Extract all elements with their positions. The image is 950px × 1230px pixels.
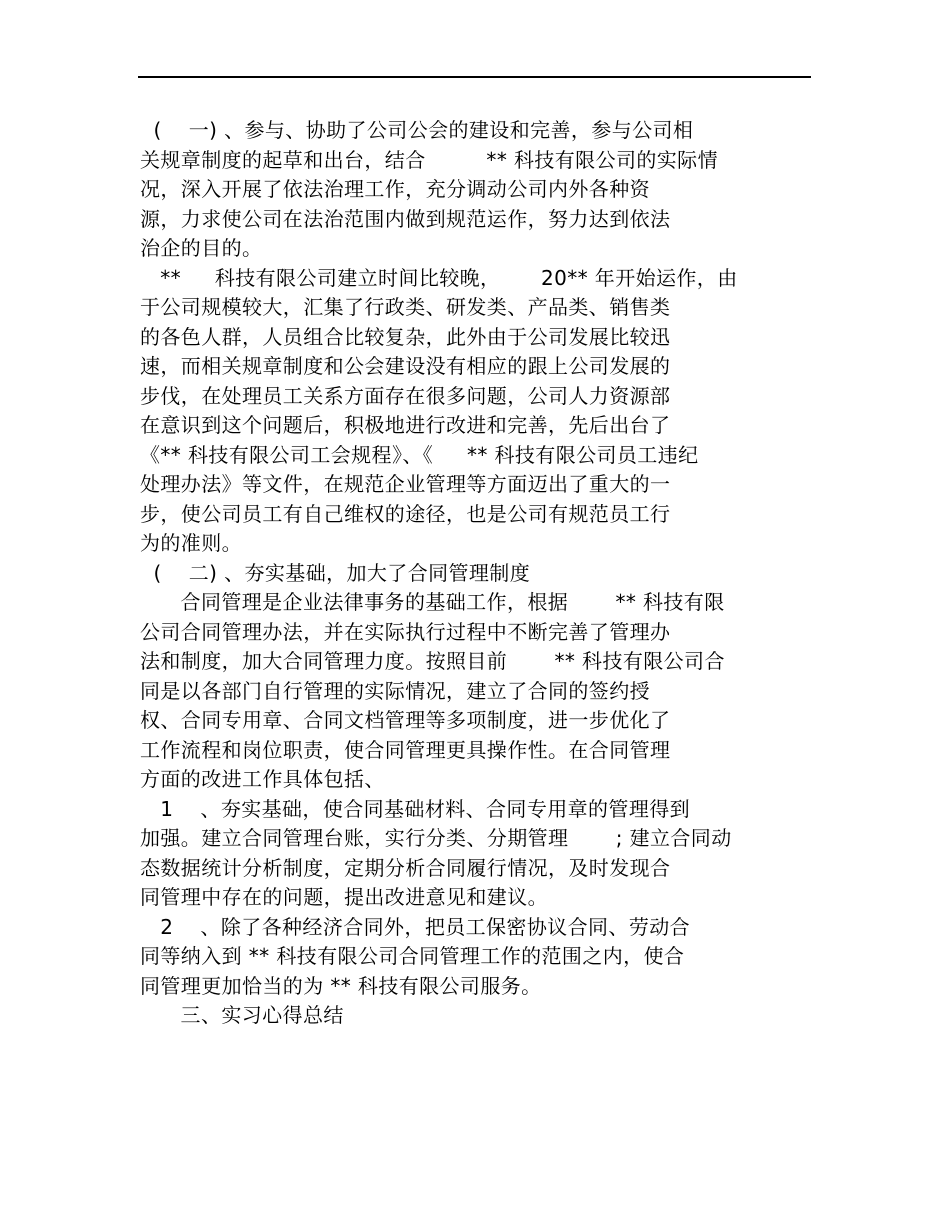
- text-line: 加强。建立合同管理台账，实行分类、分期管理 ; 建立合同动: [140, 826, 732, 850]
- text-line: 合同管理是企业法律事务的基础工作，根据 ** 科技有限: [140, 590, 725, 614]
- text-line: 权、合同专用章、合同文档管理等多项制度，进一步优化了: [140, 708, 671, 732]
- text-line: 方面的改进工作具体包括、: [140, 767, 385, 791]
- section-heading: 三、实习心得总结: [140, 1003, 344, 1027]
- text-line: 速，而相关规章制度和公会建设没有相应的跟上公司发展的: [140, 354, 671, 378]
- text-line: 的各色人群，人员组合比较复杂，此外由于公司发展比较迅: [140, 324, 671, 349]
- text-line: 步伐，在处理员工关系方面存在很多问题，公司人力资源部: [140, 383, 671, 408]
- list-item: 2 、除了各种经济合同外，把员工保密协议合同、劳动合: [140, 914, 691, 939]
- text-line: 关规章制度的起草和出台，结合 ** 科技有限公司的实际情: [140, 147, 718, 172]
- section-heading: ( 二) 、夯实基础，加大了合同管理制度: [140, 560, 531, 585]
- text-line: 同是以各部门自行管理的实际情况，建立了合同的签约授: [140, 678, 650, 703]
- document-body: [140, 116, 800, 1031]
- text-line: 《** 科技有限公司工会规程》、《 ** 科技有限公司员工违纪: [140, 442, 699, 467]
- text-line: 在意识到这个问题后，积极地进行改进和完善，先后出台了: [140, 413, 671, 437]
- text-line: ** 科技有限公司建立时间比较晚， 20** 年开始运作，由: [140, 265, 738, 290]
- text-line: 源，力求使公司在法治范围内做到规范运作，努力达到依法: [140, 206, 671, 231]
- text-line: 处理办法》等文件，在规范企业管理等方面迈出了重大的一: [140, 472, 671, 496]
- text-line: 态数据统计分析制度，定期分析合同履行情况，及时发现合: [140, 855, 671, 880]
- header-rule: [138, 76, 811, 78]
- list-item: 1 、夯实基础，使合同基础材料、合同专用章的管理得到: [140, 796, 691, 821]
- text-line: 工作流程和岗位职责，使合同管理更具操作性。在合同管理: [140, 737, 671, 762]
- text-line: 法和制度，加大合同管理力度。按照目前 ** 科技有限公司合: [140, 649, 725, 673]
- text-line: 同等纳入到 ** 科技有限公司合同管理工作的范围之内，使合: [140, 944, 685, 968]
- text-line: 为的准则。: [140, 531, 242, 555]
- text-line: 公司合同管理办法，并在实际执行过程中不断完善了管理办: [140, 619, 671, 644]
- text-line: 治企的目的。: [140, 236, 263, 260]
- text-line: 于公司规模较大，汇集了行政类、研发类、产品类、销售类: [140, 295, 671, 319]
- text-line: 况，深入开展了依法治理工作，充分调动公司内外各种资: [140, 177, 650, 201]
- text-line: 同管理中存在的问题，提出改进意见和建议。: [140, 885, 548, 909]
- text-line: ( 一) 、参与、协助了公司公会的建设和完善，参与公司相: [140, 118, 694, 142]
- text-line: 同管理更加恰当的为 ** 科技有限公司服务。: [140, 973, 542, 998]
- text-line: 步，使公司员工有自己维权的途径，也是公司有规范员工行: [140, 501, 671, 526]
